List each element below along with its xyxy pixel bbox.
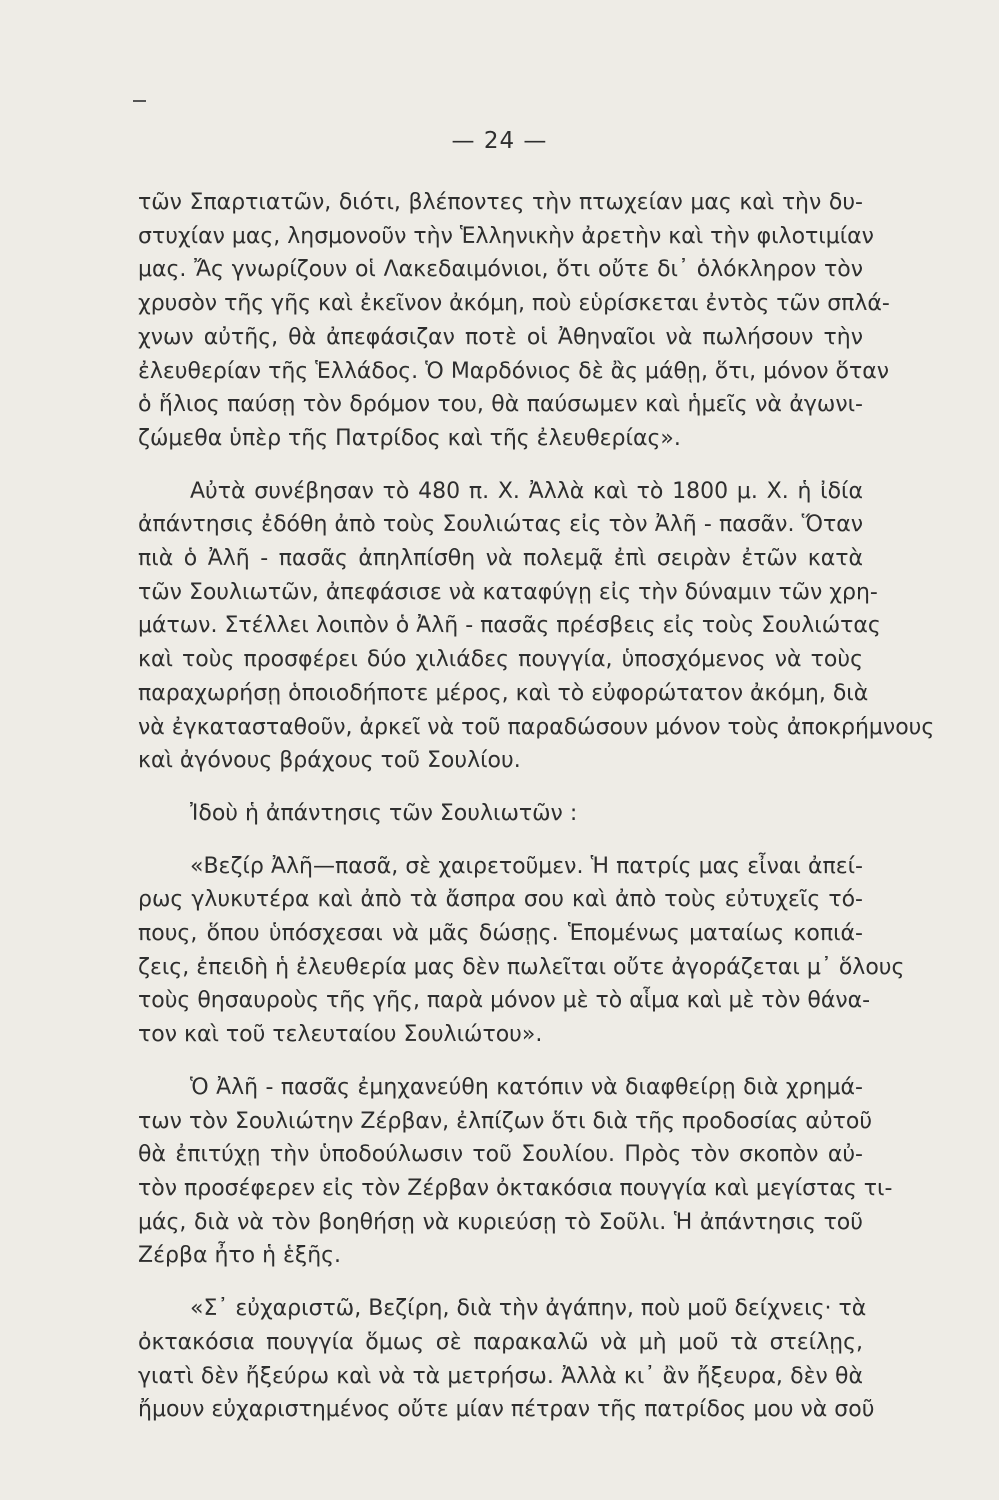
text-line: «Βεζίρ Ἀλῆ—πασᾶ, σὲ χαιρετοῦμεν. Ἡ πατρίς μας εἶναι ἀπεί-	[190, 853, 863, 879]
text-line: χνων αὐτῆς, θὰ ἀπεφάσιζαν ποτὲ οἱ Ἀθηναῖοι νὰ πωλήσουν τὴν	[138, 324, 863, 350]
text-line: παραχωρήσῃ ὁποιοδήποτε μέρος, καὶ τὸ εὐφορώτατον ἀκόμη, διὰ	[138, 680, 869, 706]
text-line: καὶ τοὺς προσφέρει δύο χιλιάδες πουγγία, ὑποσχόμενος νὰ τοὺς	[138, 647, 863, 673]
text-line: τῶν Σουλιωτῶν, ἀπεφάσισε νὰ καταφύγῃ εἰς τὴν δύναμιν τῶν χρη-	[138, 579, 878, 605]
text-line: «Σ᾽ εὐχαριστῶ, Βεζίρη, διὰ τὴν ἀγάπην, ποὺ μοῦ δείχνεις· τὰ	[190, 1296, 867, 1322]
paragraph	[138, 797, 863, 831]
text-line: νὰ ἐγκατασταθοῦν, ἀρκεῖ νὰ τοῦ παραδώσουν μόνον τοὺς ἀποκρήμνους	[138, 714, 935, 740]
text-line: των τὸν Σουλιώτην Ζέρβαν, ἐλπίζων ὅτι διὰ τῆς προδοσίας αὐτοῦ	[138, 1108, 873, 1134]
text-line: γιατὶ δὲν ἤξεύρω καὶ νὰ τὰ μετρήσω. Ἀλλὰ κι᾽ ἂν ἤξευρα, δὲν θὰ	[138, 1363, 863, 1389]
text-line: Ζέρβα ἦτο ἡ ἑξῆς.	[138, 1243, 342, 1269]
text-line: μάς, διὰ νὰ τὸν βοηθήσῃ νὰ κυριεύσῃ τὸ Σοῦλι. Ἡ ἀπάντησις τοῦ	[138, 1209, 863, 1235]
text-line: μάτων. Στέλλει λοιπὸν ὁ Ἀλῆ - πασᾶς πρέσβεις εἰς τοὺς Σουλιώτας	[138, 613, 881, 639]
text-line: ἐλευθερίαν τῆς Ἑλλάδος. Ὁ Μαρδόνιος δὲ ἂς μάθῃ, ὅτι, μόνον ὅταν	[138, 358, 890, 384]
text-line: καὶ ἀγόνους βράχους τοῦ Σουλίου.	[138, 748, 521, 774]
text-line: τὸν προσέφερεν εἰς τὸν Ζέρβαν ὀκτακόσια πουγγία καὶ μεγίστας τι-	[138, 1175, 893, 1201]
text-line: τῶν Σπαρτιατῶν, διότι, βλέποντες τὴν πτωχείαν μας καὶ τὴν δυ-	[138, 190, 863, 215]
text-line: ὀκτακόσια πουγγία ὅμως σὲ παρακαλῶ νὰ μὴ μοῦ τὰ στείλῃς,	[138, 1329, 863, 1355]
text-line: ζεις, ἐπειδὴ ἡ ἐλευθερία μας δὲν πωλεῖται οὔτε ἀγοράζεται μ᾽ ὅλους	[138, 954, 905, 980]
text-line: ζώμεθα ὑπὲρ τῆς Πατρίδος καὶ τῆς ἐλευθερίας».	[138, 425, 681, 451]
text-line: ὁ ἥλιος παύσῃ τὸν δρόμον του, θὰ παύσωμεν καὶ ἡμεῖς νὰ ἀγωνι-	[138, 392, 863, 418]
text-line: πιὰ ὁ Ἀλῆ - πασᾶς ἀπηλπίσθη νὰ πολεμᾷ ἐπὶ σειρὰν ἐτῶν κατὰ	[138, 546, 863, 572]
paragraph	[138, 186, 890, 456]
margin-mark	[133, 100, 146, 102]
paragraph	[138, 850, 905, 1052]
text-line: ἤμουν εὐχαριστημένος οὔτε μίαν πέτραν τῆς πατρίδος μου νὰ σοῦ	[138, 1397, 875, 1423]
text-line: χρυσὸν τῆς γῆς καὶ ἐκεῖνον ἀκόμη, ποὺ εὑρίσκεται ἐντὸς τῶν σπλά-	[138, 291, 890, 317]
text-line: στυχίαν μας, λησμονοῦν τὴν Ἑλληνικὴν ἀρετὴν καὶ τὴν φιλοτιμίαν	[138, 223, 874, 249]
text-line: θὰ ἐπιτύχῃ τὴν ὑποδούλωσιν τοῦ Σουλίου. Πρὸς τὸν σκοπὸν αὐ-	[138, 1142, 863, 1168]
text-line: τον καὶ τοῦ τελευταίου Σουλιώτου».	[138, 1022, 543, 1048]
text-line: Ἰδοὺ ἡ ἀπάντησις τῶν Σουλιωτῶν :	[190, 800, 578, 826]
text-line: μας. Ἄς γνωρίζουν οἱ Λακεδαιμόνιοι, ὅτι οὔτε δι᾽ ὁλόκληρον τὸν	[138, 257, 863, 283]
text-line: τοὺς θησαυροὺς τῆς γῆς, παρὰ μόνον μὲ τὸ αἷμα καὶ μὲ τὸν θάνα-	[138, 988, 871, 1014]
paragraph	[138, 475, 935, 778]
paragraph	[138, 1071, 893, 1273]
paragraph	[138, 1292, 875, 1427]
page-number: — 24 —	[451, 128, 548, 154]
text-line: Αὐτὰ συνέβησαν τὸ 480 π. Χ. Ἀλλὰ καὶ τὸ 1800 μ. Χ. ἡ ἰδία	[190, 478, 863, 504]
text-body	[138, 186, 935, 1427]
text-line: Ὁ Ἀλῆ - πασᾶς ἐμηχανεύθη κατόπιν νὰ διαφθείρῃ διὰ χρημά-	[190, 1074, 863, 1100]
text-line: ρως γλυκυτέρα καὶ ἀπὸ τὰ ἄσπρα σου καὶ ἀπὸ τοὺς εὐτυχεῖς τό-	[138, 887, 863, 913]
text-line: πους, ὅπου ὑπόσχεσαι νὰ μᾶς δώσῃς. Ἑπομένως ματαίως κοπιά-	[138, 921, 863, 947]
text-line: ἀπάντησις ἐδόθη ἀπὸ τοὺς Σουλιώτας εἰς τὸν Ἀλῆ - πασᾶν. Ὅταν	[138, 512, 863, 538]
